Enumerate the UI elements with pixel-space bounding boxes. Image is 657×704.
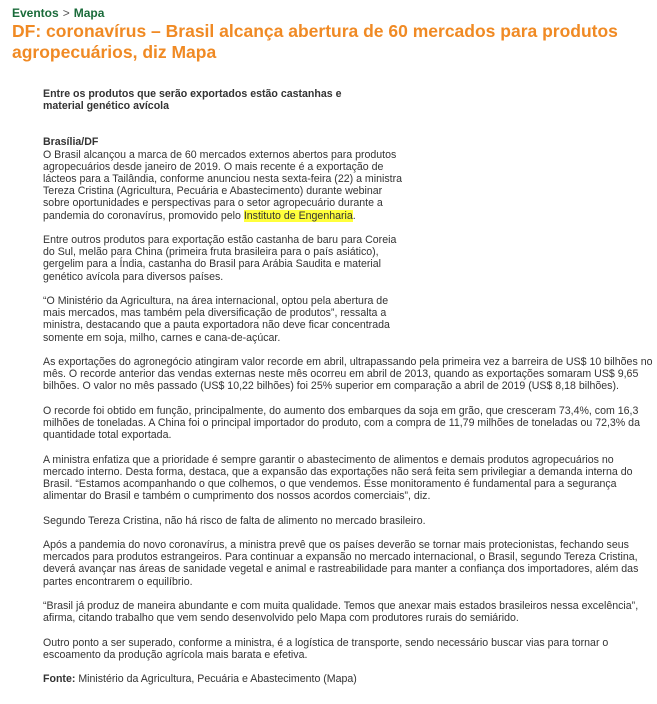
paragraph-3: “O Ministério da Agricultura, na área internacional, optou pela abertura de mais mercados, mas também pela diversificação de produtos”, ressalta a ministra, destacando que a pauta exportadora não deve ficar concentrada somente em soja, milho, carnes e cana-de-açúcar. xyxy=(43,295,390,344)
article-subtitle: Entre os produtos que serão exportados estão castanhas e material genético avícola xyxy=(43,88,342,113)
paragraph-8: Após a pandemia do novo coronavírus, a ministra prevê que os países deverão se tornar mais protecionistas, fechando seus mercados para produtos estrangeiros. Para continuar a expansão no mercado internacional, o Brasil, segundo Tereza Cristina, deverá avançar nas áreas de sanidade vegetal e animal e rastreabilidade para manter a confiança dos importadores, além das partes encontrarem o equilíbrio. xyxy=(43,539,639,588)
dateline-location: Brasília/DF xyxy=(43,136,99,149)
paragraph-1-text: O Brasil alcançou a marca de 60 mercados externos abertos para produtos agropecuários desde janeiro de 2019. O mais recente é a exportação de lácteos para a Tailândia, conforme anunciou nesta sexta-feira (22) a ministra Tereza Cristina (Agricultura, Pecuária e Abastecimento) durante webinar sobre oportunidades e perspectivas para o setor agropecuário durante a pandemia do coronavírus, promovido pelo xyxy=(43,148,403,222)
source-label: Fonte: xyxy=(43,673,76,686)
breadcrumb xyxy=(12,6,104,20)
breadcrumb-link-eventos[interactable]: Eventos xyxy=(12,6,59,20)
paragraph-1 xyxy=(43,149,403,222)
paragraph-1-end: . xyxy=(352,209,356,222)
paragraph-4: As exportações do agronegócio atingiram valor recorde em abril, ultrapassando pela primeira vez a barreira de US$ 10 bilhões no mês. O recorde anterior das vendas externas neste mês ocorreu em abril de 2013, quando as exportações somaram US$ 9,65 bilhões. O valor no mês passado (US$ 10,22 bilhões) foi 25% superior em comparação a abril de 2019 (US$ 8,18 bilhões). xyxy=(43,356,653,393)
paragraph-7: Segundo Tereza Cristina, não há risco de falta de alimento no mercado brasileiro. xyxy=(43,514,426,527)
page-title: DF: coronavírus – Brasil alcança abertura de 60 mercados para produtos agropecuários, diz Mapa xyxy=(12,21,618,62)
paragraph-6: A ministra enfatiza que a prioridade é sempre garantir o abastecimento de alimentos e demais produtos agropecuários no mercado interno. Desta forma, destaca, que a expansão das exportações não será feita sem privilegiar a demanda interna do Brasil. “Estamos acompanhando o que colhemos, o que vendemos. Esse monitoramento é fundamental para a segurança alimentar do Brasil e também o cumprimento dos nossos acordos comerciais”, diz. xyxy=(43,453,633,503)
paragraph-10: Outro ponto a ser superado, conforme a ministra, é a logística de transporte, sendo necessário buscar vias para tornar o escoamento da produção agrícola mais barata e efetiva. xyxy=(43,636,609,661)
breadcrumb-separator: > xyxy=(62,6,70,20)
instituto-engenharia-link[interactable]: Instituto de Engenharia xyxy=(243,209,353,222)
article-body xyxy=(43,88,655,698)
breadcrumb-link-mapa[interactable]: Mapa xyxy=(73,6,105,20)
paragraph-5: O recorde foi obtido em função, principalmente, do aumento dos embarques da soja em grão, que cresceram 73,4%, com 16,3 milhões de toneladas. A China foi o principal importador do produto, com a compra de 11,79 milhões de toneladas ou 72,3% da quantidade total exportada. xyxy=(43,404,640,442)
source-text: Ministério da Agricultura, Pecuária e Abastecimento (Mapa) xyxy=(75,673,357,686)
source-line xyxy=(43,673,655,685)
paragraph-9: “Brasil já produz de maneira abundante e com muita qualidade. Temos que anexar mais estados brasileiros nessa excelência”, afirma, citando trabalho que vem sendo desenvolvido pelo Mapa com produtores rurais do semiárido. xyxy=(43,600,639,625)
paragraph-2: Entre outros produtos para exportação estão castanha de baru para Coreia do Sul, melão para China (primeira fruta brasileira para o país asiático), gergelim para a Índia, castanha do Brasil para Arábia Saudita e material genético avícola para diversos países. xyxy=(43,234,397,283)
